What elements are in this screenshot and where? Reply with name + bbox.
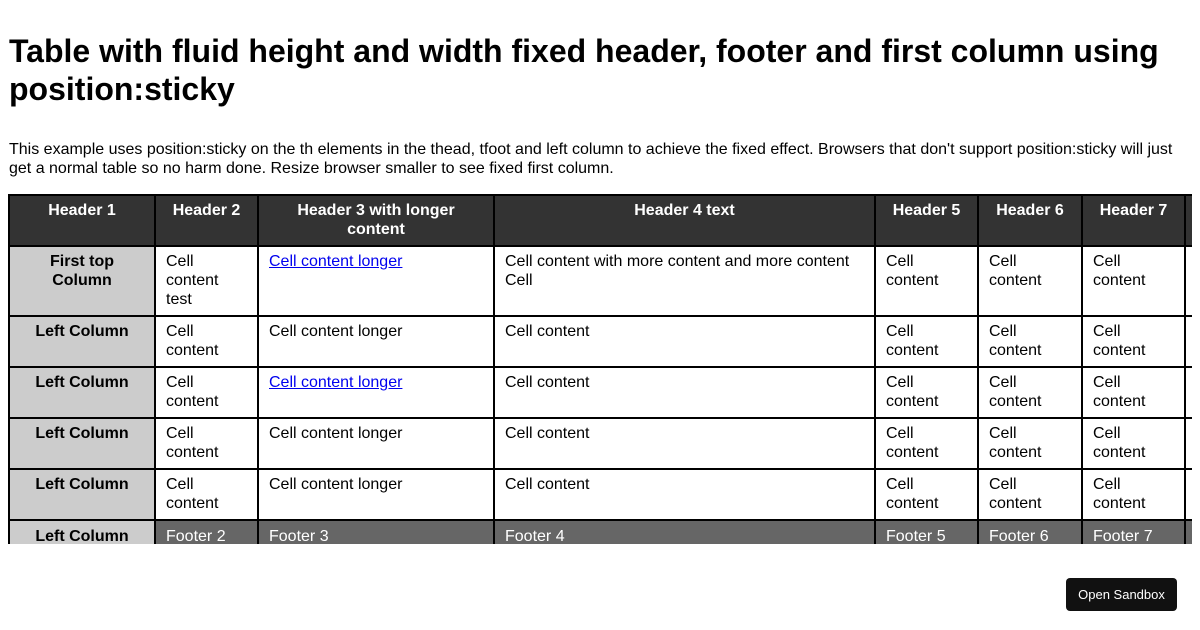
table-cell — [1185, 367, 1192, 418]
footer-row-header: Left Column — [9, 520, 155, 544]
table-cell: Cell content — [155, 316, 258, 367]
table-cell — [1185, 418, 1192, 469]
table-cell: Cell content longer — [258, 418, 494, 469]
column-header: Header 4 text — [494, 195, 875, 246]
row-header: First top Column — [9, 246, 155, 316]
table-cell: Cell content — [494, 418, 875, 469]
table-cell: Cell content — [875, 418, 978, 469]
column-header: Header 5 — [875, 195, 978, 246]
table-row — [9, 469, 1192, 520]
table-cell — [1185, 246, 1192, 316]
table-cell: Cell content — [1082, 316, 1185, 367]
table-cell: Cell content — [1082, 418, 1185, 469]
table-row — [9, 418, 1192, 469]
table-cell: Cell content with more content and more content Cell — [494, 246, 875, 316]
row-header: Left Column — [9, 367, 155, 418]
column-header — [1185, 195, 1192, 246]
row-header: Left Column — [9, 469, 155, 520]
table-cell: Cell content — [155, 469, 258, 520]
table-cell: Cell content — [978, 246, 1082, 316]
footer-cell: Footer 5 — [875, 520, 978, 544]
table-cell: Cell content longer — [258, 316, 494, 367]
table-cell: Cell content — [978, 316, 1082, 367]
table-cell: Cell content — [155, 367, 258, 418]
page-title: Table with fluid height and width fixed header, footer and first column using position:sticky — [9, 33, 1159, 107]
table-cell — [258, 246, 494, 316]
footer-cell: Footer 7 — [1082, 520, 1185, 544]
table-cell: Cell content — [155, 418, 258, 469]
table-cell: Cell content — [494, 469, 875, 520]
table-cell: Cell content — [875, 316, 978, 367]
table-cell: Cell content — [875, 246, 978, 316]
table-cell — [258, 367, 494, 418]
table-cell: Cell content — [978, 418, 1082, 469]
footer-cell: Footer 2 — [155, 520, 258, 544]
footer-row — [9, 520, 1192, 544]
open-sandbox-button[interactable]: Open Sandbox — [1066, 578, 1177, 611]
table-cell — [1185, 469, 1192, 520]
footer-cell: Footer 6 — [978, 520, 1082, 544]
table-scroll-container[interactable] — [8, 194, 1192, 544]
footer-cell: Footer 3 — [258, 520, 494, 544]
cell-link[interactable]: Cell content longer — [269, 374, 403, 391]
column-header: Header 7 — [1082, 195, 1185, 246]
table-cell: Cell content — [978, 469, 1082, 520]
table-cell: Cell content — [978, 367, 1082, 418]
table-row — [9, 316, 1192, 367]
table-cell — [1185, 316, 1192, 367]
footer-cell: Footer 4 — [494, 520, 875, 544]
table-row — [9, 367, 1192, 418]
sticky-table — [8, 194, 1192, 544]
table-cell: Cell content — [494, 367, 875, 418]
table-cell: Cell content longer — [258, 469, 494, 520]
table-cell: Cell content — [1082, 246, 1185, 316]
row-header: Left Column — [9, 418, 155, 469]
table-cell: Cell content — [875, 367, 978, 418]
column-header: Header 3 with longer content — [258, 195, 494, 246]
column-header: Header 6 — [978, 195, 1082, 246]
table-row — [9, 246, 1192, 316]
column-header: Header 1 — [9, 195, 155, 246]
footer-cell — [1185, 520, 1192, 544]
column-header: Header 2 — [155, 195, 258, 246]
cell-link[interactable]: Cell content longer — [269, 253, 403, 270]
intro-text: This example uses position:sticky on the th elements in the thead, tfoot and left column to achieve the fixed effect. Browsers that don't support position:sticky will just get a normal table so no harm done. Resize browser smaller to see fixed first column. — [9, 141, 1173, 177]
table-cell: Cell content test — [155, 246, 258, 316]
row-header: Left Column — [9, 316, 155, 367]
table-cell: Cell content — [875, 469, 978, 520]
header-row — [9, 195, 1192, 246]
table-cell: Cell content — [1082, 469, 1185, 520]
table-cell: Cell content — [494, 316, 875, 367]
table-cell: Cell content — [1082, 367, 1185, 418]
